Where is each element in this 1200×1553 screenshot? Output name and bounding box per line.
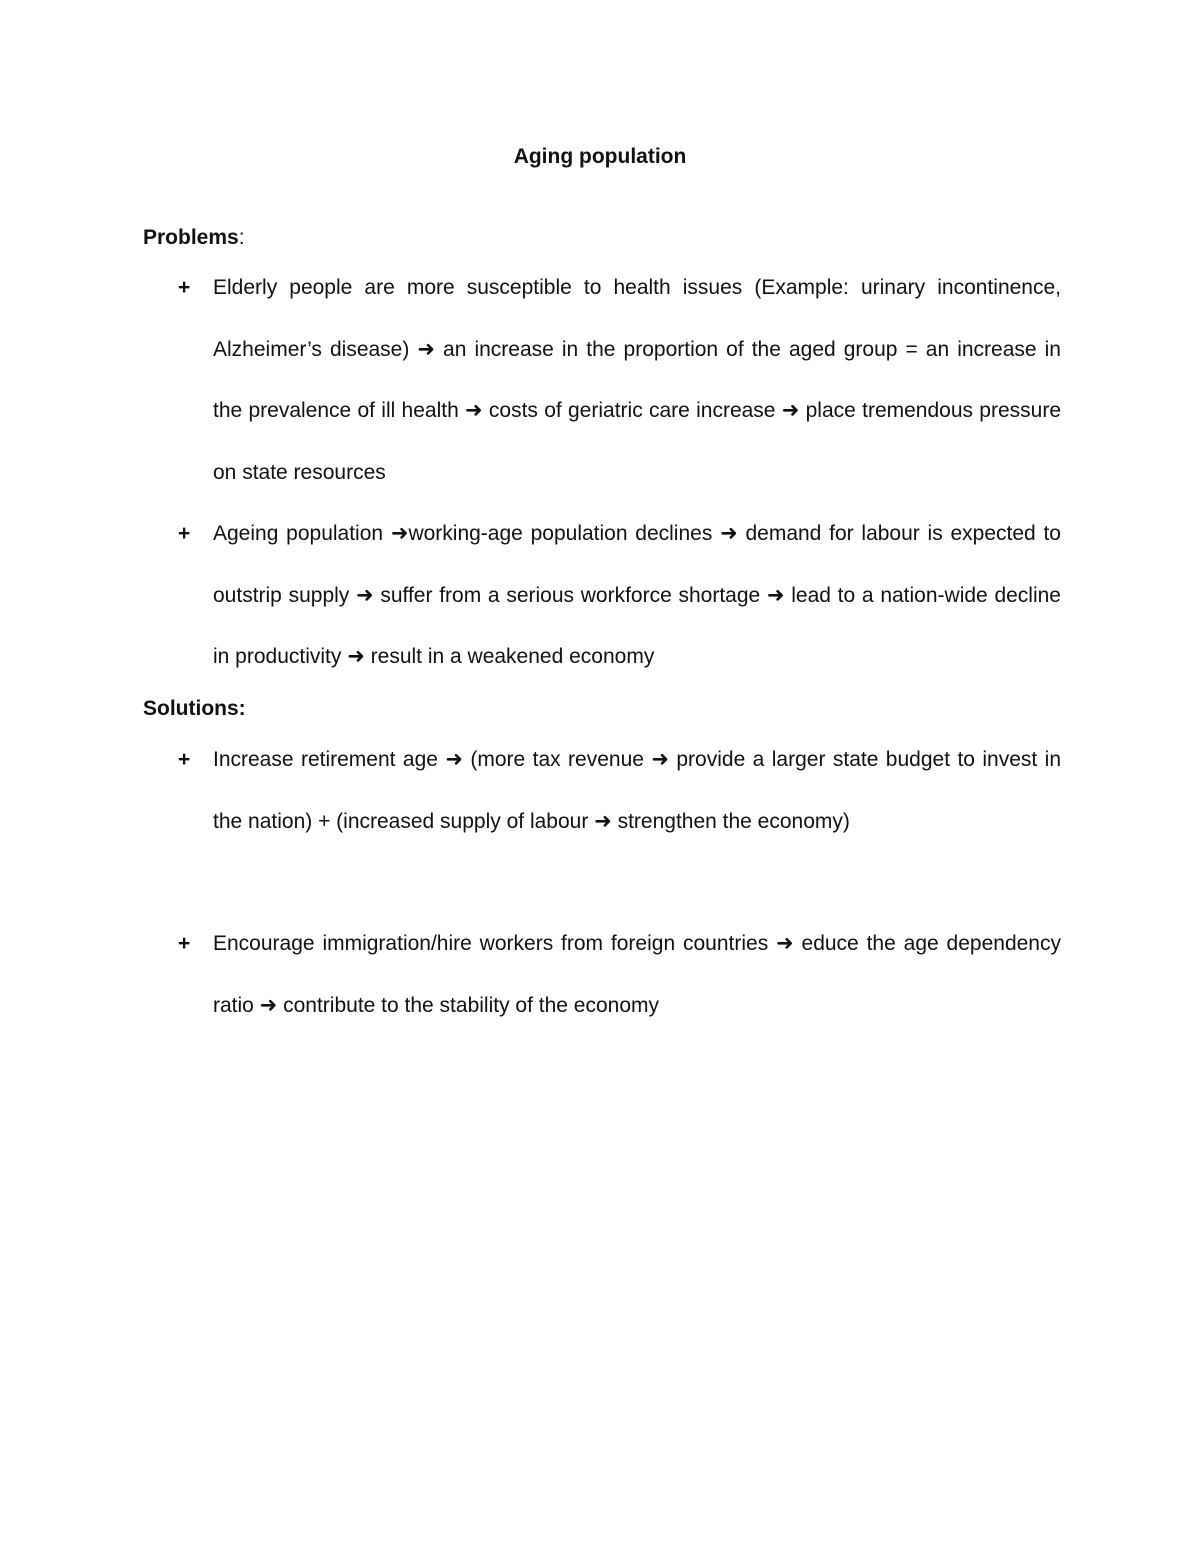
solution-item xyxy=(143,729,1061,852)
document-title: Aging population xyxy=(513,145,687,168)
problems-heading-colon: : xyxy=(238,226,245,249)
solution-text: Increase retirement age ➜ (more tax revenue ➜ provide a larger state budget to invest in the nation) + (increased supply of labour ➜ strengthen the economy) xyxy=(213,748,1061,833)
plus-bullet-icon: + xyxy=(178,522,191,545)
problem-text: Ageing population ➜working-age population declines ➜ demand for labour is expected to outstrip supply ➜ suffer from a serious workforce shortage ➜ lead to a nation-wide decline in productivity ➜ result in a weakened economy xyxy=(213,522,1061,668)
solution-text: Encourage immigration/hire workers from foreign countries ➜ educe the age dependency ratio ➜ contribute to the stability of the economy xyxy=(213,932,1061,1017)
solutions-heading-label: Solutions: xyxy=(143,697,246,720)
problems-heading-label: Problems xyxy=(143,226,239,249)
plus-bullet-icon: + xyxy=(178,276,191,299)
problem-item xyxy=(143,503,1061,688)
solution-item xyxy=(143,913,1061,1036)
plus-bullet-icon: + xyxy=(178,932,191,955)
problems-heading xyxy=(143,223,245,253)
plus-bullet-icon: + xyxy=(178,748,191,771)
problem-text: Elderly people are more susceptible to health issues (Example: urinary incontinence, Alzheimer’s disease) ➜ an increase in the proportion of the aged group = an increase in the prevalence of ill health ➜ costs of geriatric care increase ➜ place tremendous pressure on state resources xyxy=(213,276,1061,484)
solutions-heading xyxy=(143,694,246,724)
problem-item xyxy=(143,257,1061,503)
